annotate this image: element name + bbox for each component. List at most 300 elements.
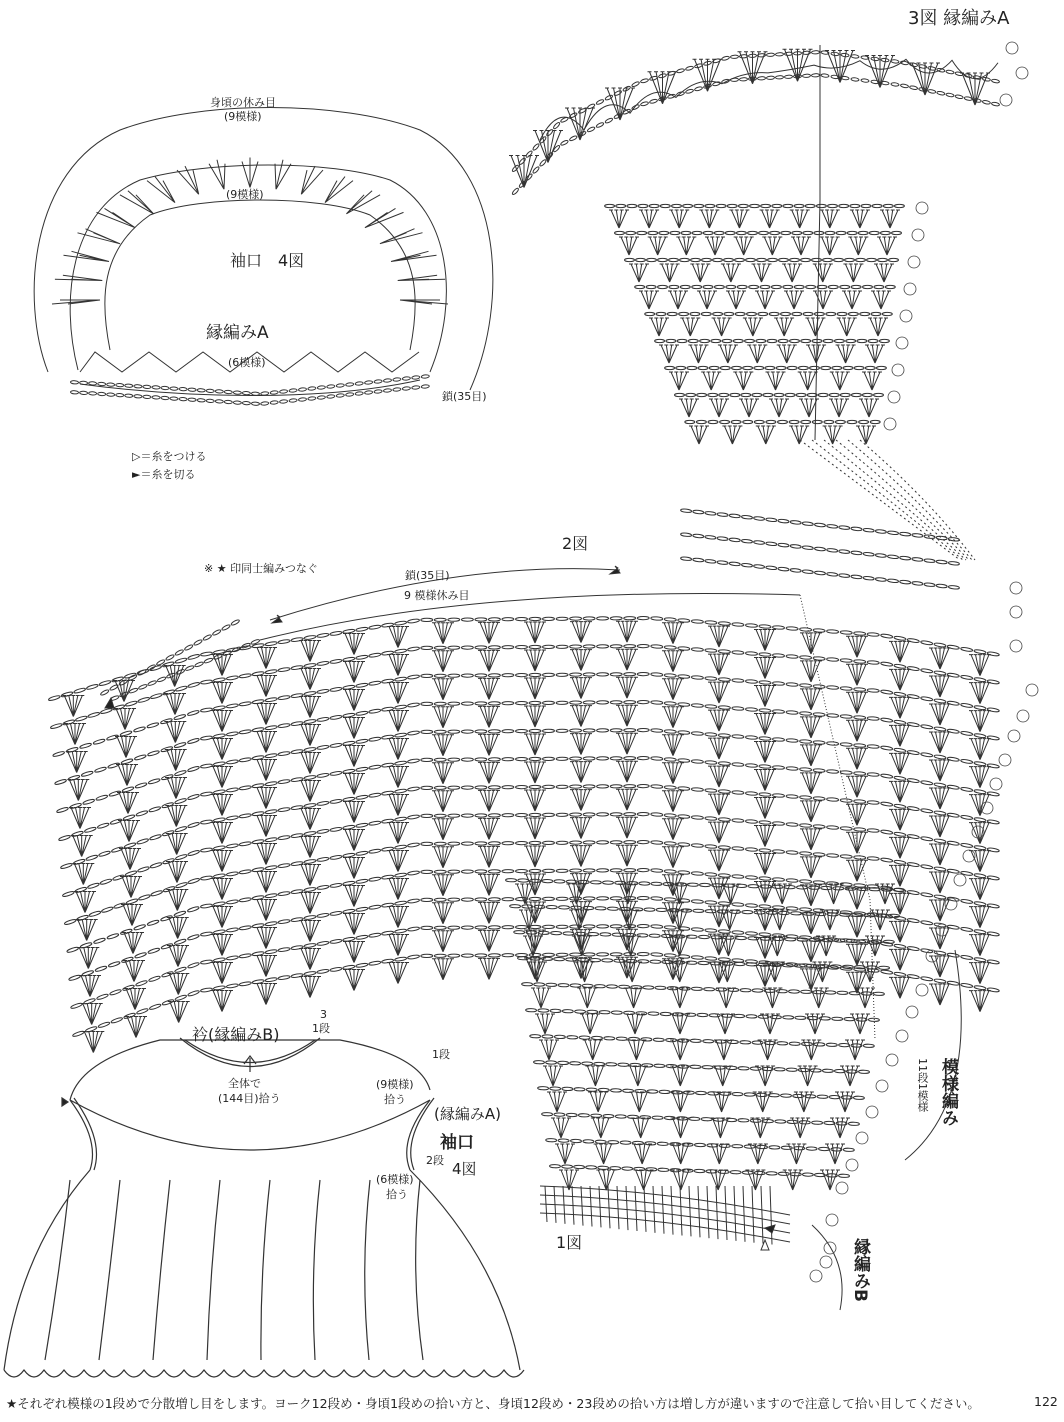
- connector-dotted: [848, 440, 972, 560]
- chain-stitch: [776, 366, 786, 369]
- chain-stitch: [88, 712, 100, 719]
- chain-stitch: [546, 1061, 557, 1065]
- stitch-fan: [748, 1144, 768, 1164]
- chain-stitch: [745, 623, 757, 627]
- chain-stitch: [803, 231, 813, 234]
- chain-stitch: [759, 680, 771, 684]
- chain-stitch: [786, 710, 798, 714]
- edge-b-stitch: [752, 1186, 754, 1243]
- chain-stitch: [239, 729, 251, 734]
- stitch-fan: [830, 372, 850, 390]
- chain-stitch: [570, 785, 582, 788]
- chain-stitch: [448, 926, 460, 929]
- chain-stitch: [871, 312, 881, 315]
- chain-stitch: [640, 101, 649, 106]
- chain-stitch: [786, 682, 798, 686]
- chain-stitch: [583, 897, 595, 900]
- chain-stitch: [542, 785, 554, 788]
- chain-stitch: [578, 958, 589, 961]
- chain-stitch: [157, 676, 167, 682]
- stitch-fan: [846, 664, 868, 685]
- stitch-fan: [868, 318, 888, 336]
- chain-stitch: [421, 926, 433, 929]
- chain-stitch: [213, 817, 225, 822]
- chain-stitch: [730, 393, 740, 396]
- chain-stitch: [582, 1062, 593, 1066]
- chain-stitch: [356, 823, 368, 828]
- chain-stitch: [215, 400, 223, 404]
- chain-stitch: [304, 915, 316, 920]
- chain-stitch: [809, 886, 820, 889]
- chain-stitch: [174, 910, 186, 917]
- chain-stitch: [704, 987, 715, 991]
- chain-stitch: [818, 393, 828, 396]
- chain-stitch: [239, 701, 251, 706]
- chain-stitch: [175, 649, 184, 656]
- chain-stitch: [885, 285, 895, 288]
- chain-stitch: [806, 285, 816, 288]
- stitch-fan: [689, 426, 709, 444]
- chain-stitch: [224, 400, 232, 404]
- chain-stitch: [317, 829, 329, 834]
- chain-stitch: [330, 883, 342, 888]
- stitch-fan: [631, 1118, 651, 1138]
- chain-stitch: [356, 935, 368, 940]
- chain-stitch: [964, 96, 972, 101]
- chain-stitch: [242, 401, 250, 405]
- stitch-fan: [616, 789, 638, 810]
- chain-stitch: [475, 814, 487, 817]
- stitch-fan: [632, 1144, 652, 1164]
- chain-stitch: [421, 898, 433, 901]
- chain-stitch: [766, 542, 777, 546]
- chain-stitch: [603, 1114, 614, 1118]
- chain-stitch: [636, 258, 646, 261]
- stitch-fan: [432, 623, 454, 644]
- chain-stitch: [226, 815, 238, 820]
- connector-dotted: [824, 440, 966, 560]
- chain-stitch: [694, 1143, 705, 1147]
- stitch-fan: [836, 345, 856, 363]
- chain-stitch: [161, 396, 169, 400]
- chain-stitch: [676, 366, 686, 369]
- chain-stitch: [546, 983, 557, 987]
- fig1-pattern-label: 模様編み: [938, 1058, 958, 1126]
- chain-stitch: [123, 814, 135, 821]
- chain-stitch: [330, 827, 342, 832]
- chain-stitch: [680, 557, 691, 561]
- stitch-fan: [211, 767, 233, 788]
- chain-stitch: [394, 789, 406, 794]
- chain-stitch: [239, 673, 251, 678]
- chain-stitch: [775, 52, 783, 56]
- chain-stitch: [746, 963, 757, 966]
- fig3-edging-chart: [509, 45, 1000, 200]
- chain-stitch: [766, 420, 776, 423]
- chain-stitch: [106, 734, 118, 741]
- chain-stitch: [705, 928, 717, 932]
- chain-stitch: [597, 841, 609, 844]
- chain-stitch: [161, 971, 173, 978]
- chain-stitch: [719, 393, 729, 396]
- chain-stitch: [637, 756, 649, 759]
- stitch-fan: [800, 661, 822, 682]
- chain-stitch: [149, 834, 161, 841]
- chain-stitch: [304, 775, 316, 780]
- chain-stitch: [741, 393, 751, 396]
- stitch-fan: [167, 918, 189, 939]
- chain-stitch: [794, 204, 804, 207]
- chain-stitch: [475, 674, 487, 677]
- stitch-fan: [848, 237, 868, 255]
- chain-stitch: [193, 639, 202, 646]
- chain-stitch: [605, 204, 615, 207]
- chain-stitch: [610, 953, 622, 956]
- stitch-fan: [255, 984, 277, 1005]
- sleeve-fan: [398, 275, 445, 280]
- chain-stitch: [138, 894, 150, 901]
- chain-stitch: [562, 1165, 573, 1169]
- chain-stitch: [784, 75, 792, 79]
- chain-stitch: [839, 549, 850, 553]
- stitch-fan: [77, 948, 99, 969]
- chain-stitch: [747, 312, 757, 315]
- chain-stitch: [745, 931, 757, 935]
- chain-stitch: [651, 700, 663, 704]
- chain-stitch: [137, 866, 149, 873]
- chain-stitch: [813, 740, 825, 744]
- stitch-fan: [734, 237, 754, 255]
- stitch-fan: [754, 826, 776, 847]
- chain-stitch: [488, 786, 500, 789]
- chain-stitch: [694, 1169, 705, 1173]
- chain-stitch: [251, 402, 259, 406]
- chain-stitch: [974, 677, 986, 682]
- chain-stitch: [863, 576, 874, 580]
- chain-stitch: [330, 659, 342, 664]
- stitch-fan: [670, 1014, 690, 1034]
- chain-stitch: [434, 814, 446, 817]
- chain-stitch: [488, 870, 500, 873]
- chain-stitch: [54, 779, 66, 786]
- chain-stitch: [772, 885, 783, 888]
- stitch-fan: [255, 732, 277, 753]
- stitch-fan: [889, 893, 911, 914]
- chain-stitch: [239, 953, 251, 958]
- chain-stitch: [515, 785, 527, 788]
- chain-stitch: [475, 730, 487, 733]
- stitch-fan: [846, 944, 868, 965]
- chain-stitch: [664, 897, 676, 901]
- chain-stitch: [693, 510, 704, 514]
- chain-stitch: [174, 770, 186, 777]
- stitch-fan: [708, 794, 730, 815]
- chain-stitch: [488, 926, 500, 929]
- chain-stitch: [434, 786, 446, 789]
- chain-stitch: [583, 673, 595, 676]
- chain-stitch: [894, 832, 906, 837]
- chain-stitch: [213, 789, 225, 794]
- stitch-fan: [343, 802, 365, 823]
- stitch-fan: [387, 711, 409, 732]
- chain-stitch: [654, 1064, 665, 1068]
- chain-stitch: [691, 927, 703, 931]
- chain-stitch: [586, 1088, 597, 1092]
- chain-stitch: [870, 420, 880, 423]
- chain-stitch: [718, 929, 730, 933]
- chain-stitch: [98, 392, 106, 396]
- chain-stitch: [703, 231, 713, 234]
- chain-stitch: [851, 393, 861, 396]
- stitch-fan: [64, 724, 86, 745]
- chain-stitch: [811, 50, 819, 54]
- stitch-fan: [478, 874, 500, 895]
- stitch-fan: [889, 781, 911, 802]
- chain-stitch: [726, 1066, 737, 1070]
- stitch-fan: [929, 676, 951, 697]
- stitch-fan: [846, 720, 868, 741]
- chain-stitch: [226, 703, 238, 708]
- row-number-circle: [1006, 42, 1018, 54]
- chain-stitch: [700, 339, 710, 342]
- stitch-fan: [670, 1040, 690, 1060]
- chain-stitch: [610, 813, 622, 816]
- chain-stitch: [407, 842, 419, 847]
- stitch-fan: [850, 1014, 870, 1034]
- chain-stitch: [149, 806, 161, 813]
- chain-stitch: [702, 258, 712, 261]
- chain-stitch: [89, 910, 101, 917]
- chain-stitch: [750, 204, 760, 207]
- chain-stitch: [664, 729, 676, 733]
- chain-stitch: [374, 389, 382, 393]
- chain-stitch: [187, 990, 199, 997]
- stitch-fan: [74, 892, 96, 913]
- chain-stitch: [542, 813, 554, 816]
- chain-stitch: [801, 258, 811, 261]
- stitch-fan: [531, 988, 551, 1008]
- chain-stitch: [696, 420, 706, 423]
- chain-stitch: [766, 76, 774, 80]
- stitch-fan: [850, 210, 870, 228]
- edge-b-stitch: [761, 1186, 763, 1244]
- chain-stitch: [515, 673, 527, 676]
- chain-stitch: [705, 704, 717, 708]
- stitch-fan: [877, 237, 897, 255]
- stitch-fan: [712, 318, 732, 336]
- chain-stitch: [488, 674, 500, 677]
- chain-stitch: [718, 873, 730, 877]
- chain-stitch: [224, 390, 232, 394]
- chain-stitch: [718, 817, 730, 821]
- chain-stitch: [840, 686, 852, 690]
- chain-stitch: [558, 983, 569, 987]
- chain-stitch: [691, 987, 702, 991]
- chain-stitch: [928, 89, 936, 94]
- chain-stitch: [655, 339, 665, 342]
- chain-stitch: [881, 662, 893, 667]
- chain-stitch: [892, 231, 902, 234]
- chain-stitch: [606, 1063, 617, 1067]
- chain-stitch: [148, 778, 160, 785]
- chain-stitch: [574, 1165, 585, 1169]
- legend-cut-yarn: ►＝糸を切る: [132, 468, 196, 481]
- stitch-fan: [299, 753, 321, 774]
- chain-stitch: [827, 548, 838, 552]
- fig1-edge-bracket: [812, 1225, 842, 1310]
- chain-stitch: [448, 702, 460, 705]
- stitch-fan: [299, 669, 321, 690]
- chain-stitch: [813, 880, 825, 884]
- stitch-fan: [343, 858, 365, 879]
- chain-stitch: [100, 689, 109, 696]
- chain-stitch: [746, 1015, 757, 1019]
- chain-stitch: [781, 231, 791, 234]
- chain-stitch: [488, 702, 500, 705]
- chain-stitch: [448, 954, 460, 957]
- chain-stitch: [187, 822, 199, 829]
- stitch-fan: [255, 704, 277, 725]
- stitch-fan: [705, 237, 725, 255]
- chain-stitch: [854, 771, 866, 775]
- chain-stitch: [356, 655, 368, 660]
- chain-stitch: [96, 794, 108, 801]
- chain-stitch: [745, 679, 757, 683]
- stitch-fan: [524, 818, 546, 839]
- chain-stitch: [610, 925, 622, 928]
- chain-stitch: [974, 873, 986, 878]
- row-number-circle: [846, 1159, 858, 1171]
- chain-stitch: [434, 954, 446, 957]
- chain-stitch: [554, 1113, 565, 1117]
- chain-stitch: [529, 729, 541, 732]
- chain-stitch: [745, 819, 757, 823]
- chain-stitch: [394, 621, 406, 626]
- stitch-fan: [754, 714, 776, 735]
- chain-stitch: [52, 751, 64, 758]
- chain-stitch: [740, 1041, 751, 1045]
- chain-stitch: [840, 854, 852, 858]
- chain-stitch: [93, 738, 105, 745]
- stitch-fan: [794, 1092, 814, 1112]
- chain-stitch: [766, 1172, 777, 1176]
- chain-stitch: [200, 847, 212, 852]
- chain-stitch: [278, 947, 290, 952]
- stitch-fan: [969, 795, 991, 816]
- stitch-fan: [626, 1040, 646, 1060]
- chain-stitch: [801, 339, 811, 342]
- chain-stitch: [278, 919, 290, 924]
- chain-stitch: [802, 74, 810, 78]
- chain-stitch: [834, 258, 844, 261]
- chain-stitch: [488, 842, 500, 845]
- chain-stitch: [772, 793, 784, 797]
- stitch-fan: [800, 689, 822, 710]
- stitch-fan: [387, 963, 409, 984]
- chain-stitch: [278, 779, 290, 784]
- chain-stitch: [570, 953, 582, 956]
- chain-stitch: [858, 231, 868, 234]
- stitch-fan: [669, 210, 689, 228]
- chain-stitch: [730, 1170, 741, 1174]
- chain-stitch: [175, 685, 187, 692]
- chain-stitch: [937, 68, 945, 73]
- chain-stitch: [798, 366, 808, 369]
- chain-stitch: [175, 657, 187, 663]
- chain-stitch: [737, 285, 747, 288]
- chain-stitch: [778, 1172, 789, 1176]
- stitch-fan: [969, 879, 991, 900]
- garment-gather-line: [99, 1180, 120, 1360]
- chain-stitch: [475, 842, 487, 845]
- chain-stitch: [833, 887, 844, 890]
- chain-stitch: [475, 646, 487, 649]
- chain-stitch: [128, 674, 137, 681]
- chain-stitch: [120, 928, 132, 935]
- stitch-fan: [62, 696, 84, 717]
- chain-stitch: [826, 741, 838, 745]
- chain-stitch: [434, 618, 446, 621]
- chain-stitch: [974, 957, 986, 962]
- chain-stitch: [786, 878, 798, 882]
- chain-stitch: [203, 634, 212, 641]
- stitch-fan: [524, 790, 546, 811]
- stitch-fan: [875, 884, 895, 904]
- chain-stitch: [742, 910, 753, 913]
- stitch-fan: [118, 821, 140, 842]
- stitch-fan: [889, 809, 911, 830]
- chain-stitch: [637, 868, 649, 871]
- chain-stitch: [510, 904, 521, 907]
- chain-stitch: [716, 204, 726, 207]
- sleeve-bottom-count: (6模様): [228, 356, 266, 369]
- chain-stitch: [448, 786, 460, 789]
- chain-stitch: [786, 794, 798, 798]
- chain-stitch: [317, 969, 329, 974]
- chain-stitch: [754, 1171, 765, 1175]
- garment-arm-rows: 1段: [432, 1048, 450, 1061]
- chain-stitch: [265, 641, 277, 646]
- chain-stitch: [801, 420, 811, 423]
- chain-stitch: [587, 1010, 598, 1014]
- chain-stitch: [233, 391, 241, 395]
- chain-stitch: [161, 386, 169, 390]
- garment-fig4-label: 4図: [452, 1160, 477, 1178]
- stitch-fan: [929, 872, 951, 893]
- stitch-fan: [555, 1144, 575, 1164]
- chain-stitch: [639, 882, 650, 885]
- chain-stitch: [50, 723, 62, 730]
- chain-stitch: [643, 986, 654, 990]
- stitch-fan: [889, 753, 911, 774]
- stitch-fan: [432, 903, 454, 924]
- stitch-fan: [800, 913, 822, 934]
- stitch-fan: [255, 928, 277, 949]
- chain-stitch: [542, 1035, 553, 1039]
- chain-stitch: [760, 285, 770, 288]
- row-number-circle: [888, 391, 900, 403]
- chain-stitch: [533, 1060, 544, 1064]
- stitch-fan: [659, 345, 679, 363]
- chain-stitch: [278, 667, 290, 672]
- chain-stitch: [790, 544, 801, 548]
- chain-stitch: [705, 648, 717, 652]
- stitch-fan: [616, 705, 638, 726]
- chain-stitch: [778, 420, 788, 423]
- chain-stitch: [86, 854, 98, 861]
- sleeve-inner-count: (9模様): [226, 188, 264, 201]
- row-number-circle: [900, 310, 912, 322]
